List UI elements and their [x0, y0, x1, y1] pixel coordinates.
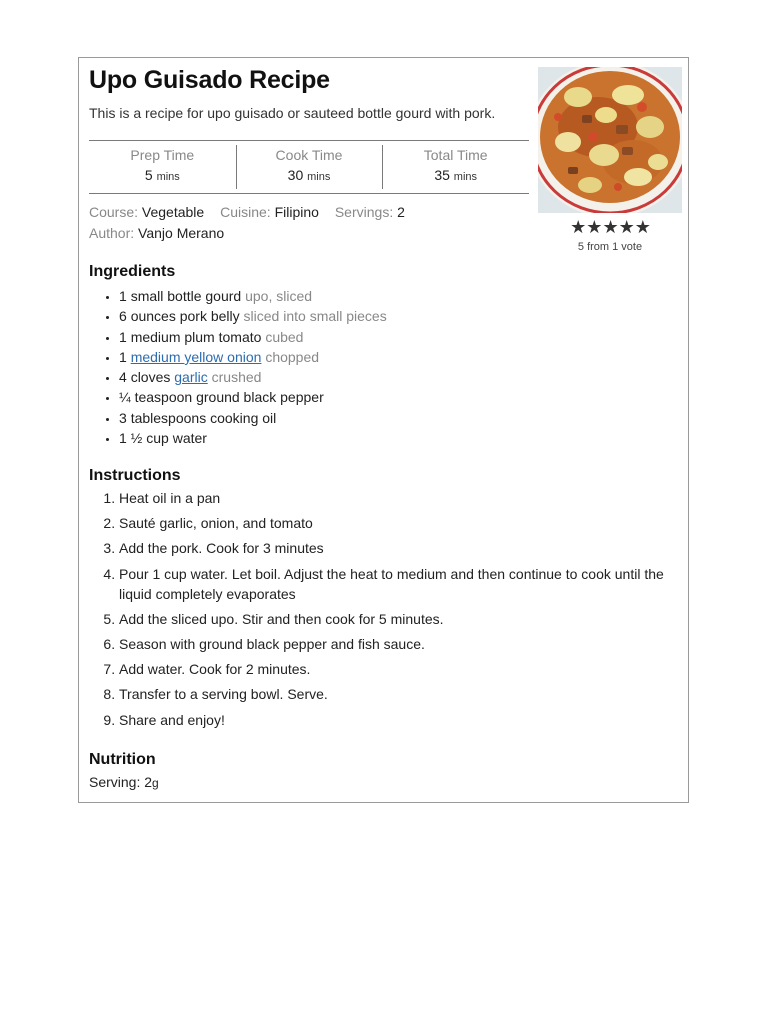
- ingredient-unit: medium: [130, 328, 181, 345]
- total-time-label: Total Time: [423, 147, 488, 163]
- nutrition-label: Serving:: [89, 774, 141, 790]
- ingredient-link[interactable]: garlic: [174, 369, 208, 386]
- instructions-heading: Instructions: [89, 467, 181, 484]
- nutrition-unit: g: [152, 776, 159, 790]
- ingredient-unit: cloves: [130, 369, 171, 386]
- star-icon[interactable]: ★: [602, 217, 619, 237]
- total-time: [382, 141, 529, 193]
- prep-time-value: 5: [144, 167, 153, 183]
- star-icon[interactable]: ★: [570, 217, 587, 237]
- ingredient-amount: ¼: [119, 389, 131, 406]
- cook-time-label: Cook Time: [275, 147, 343, 163]
- instruction-step: 9. Share and enjoy!: [119, 710, 684, 730]
- ingredient-unit: cup: [146, 430, 169, 447]
- recipe-times: [89, 140, 529, 194]
- instruction-step: 1. Heat oil in a pan: [119, 488, 684, 508]
- recipe-tags: [89, 204, 417, 220]
- ingredient-unit: tablespoons: [130, 409, 207, 426]
- ingredient-notes: cubed: [265, 328, 304, 345]
- instruction-step: 4. Pour 1 cup water. Let boil. Adjust the heat to medium and then continue to cook until the liquid completely evaporates: [119, 564, 684, 604]
- instruction-step: 7. Add water. Cook for 2 minutes.: [119, 659, 684, 679]
- cook-time: [236, 141, 383, 193]
- recipe-title: Upo Guisado Recipe: [89, 66, 330, 94]
- prep-time: [89, 141, 236, 193]
- ingredient-unit: small: [130, 288, 164, 304]
- author-label: Author:: [89, 225, 135, 241]
- ingredient-amount: 4: [119, 369, 127, 386]
- nutrition-heading: Nutrition: [89, 751, 156, 768]
- instruction-step: 5. Add the sliced upo. Stir and then cook for 5 minutes.: [119, 609, 684, 629]
- instruction-step: 2. Sauté garlic, onion, and tomato: [119, 513, 684, 533]
- ingredient-link[interactable]: medium yellow onion: [130, 348, 262, 365]
- ingredient-notes: sliced into small pieces: [243, 308, 387, 325]
- recipe-summary: This is a recipe for upo guisado or sauteed bottle gourd with pork.: [89, 105, 496, 121]
- ingredient-name: pork belly: [179, 308, 240, 325]
- prep-time-unit: mins: [156, 171, 180, 183]
- ingredient-amount: 1 ½: [119, 430, 143, 447]
- instructions-list: [89, 488, 684, 735]
- ingredient-amount: 1: [119, 348, 127, 365]
- ingredient-item: [119, 367, 387, 387]
- ingredient-notes: chopped: [265, 348, 320, 365]
- course-value: Vegetable: [141, 204, 205, 220]
- rating-stars[interactable]: [572, 218, 649, 236]
- cuisine-value: Filipino: [274, 204, 319, 220]
- instruction-step: 3. Add the pork. Cook for 3 minutes: [119, 538, 684, 558]
- ingredient-item: [119, 347, 387, 367]
- ingredient-amount: 1: [119, 288, 127, 304]
- course-label: Course:: [89, 204, 139, 220]
- nutrition-value: 2: [144, 774, 153, 790]
- servings-value[interactable]: 2: [397, 204, 405, 220]
- ingredient-item: [119, 408, 387, 428]
- star-icon[interactable]: ★: [634, 217, 651, 237]
- ingredient-notes: upo, sliced: [245, 288, 313, 304]
- ingredient-amount: 3: [119, 409, 127, 426]
- ingredient-amount: 6: [119, 308, 127, 325]
- instruction-step: 8. Transfer to a serving bowl. Serve.: [119, 684, 684, 704]
- ingredient-item: [119, 286, 387, 306]
- ingredient-name: ground black pepper: [196, 389, 324, 406]
- recipe-photo: [538, 67, 682, 213]
- star-icon[interactable]: ★: [586, 217, 603, 237]
- ingredient-name: water: [172, 430, 207, 447]
- recipe-author: [89, 225, 236, 241]
- ingredient-unit: teaspoon: [134, 389, 193, 406]
- ingredient-item: [119, 327, 387, 347]
- total-time-value: 35: [434, 167, 450, 183]
- ingredients-heading: Ingredients: [89, 263, 176, 280]
- recipe-card: [78, 57, 689, 803]
- instruction-step: 6. Season with ground black pepper and fish sauce.: [119, 634, 684, 654]
- cook-time-unit: mins: [307, 171, 331, 183]
- ingredient-notes: crushed: [211, 369, 262, 386]
- nutrition-serving: [89, 774, 159, 790]
- rating-votes: 5 from 1 vote: [577, 241, 643, 253]
- servings-label: Servings:: [334, 204, 394, 220]
- ingredient-name: cooking oil: [210, 409, 277, 426]
- ingredient-name: bottle gourd: [167, 288, 242, 304]
- cuisine-label: Cuisine:: [220, 204, 271, 220]
- ingredient-item: [119, 306, 387, 326]
- ingredient-item: [119, 428, 387, 448]
- prep-time-label: Prep Time: [130, 147, 195, 163]
- ingredient-amount: 1: [119, 328, 127, 345]
- ingredient-name: plum tomato: [184, 328, 262, 345]
- total-time-unit: mins: [453, 171, 478, 183]
- ingredient-item: [119, 387, 387, 407]
- ingredients-list: [89, 286, 387, 448]
- star-icon[interactable]: ★: [618, 217, 635, 237]
- ingredient-unit: ounces: [130, 308, 176, 325]
- author-value: Vanjo Merano: [138, 225, 225, 241]
- recipe-photo-image: [538, 67, 682, 213]
- cook-time-value: 30: [287, 167, 304, 183]
